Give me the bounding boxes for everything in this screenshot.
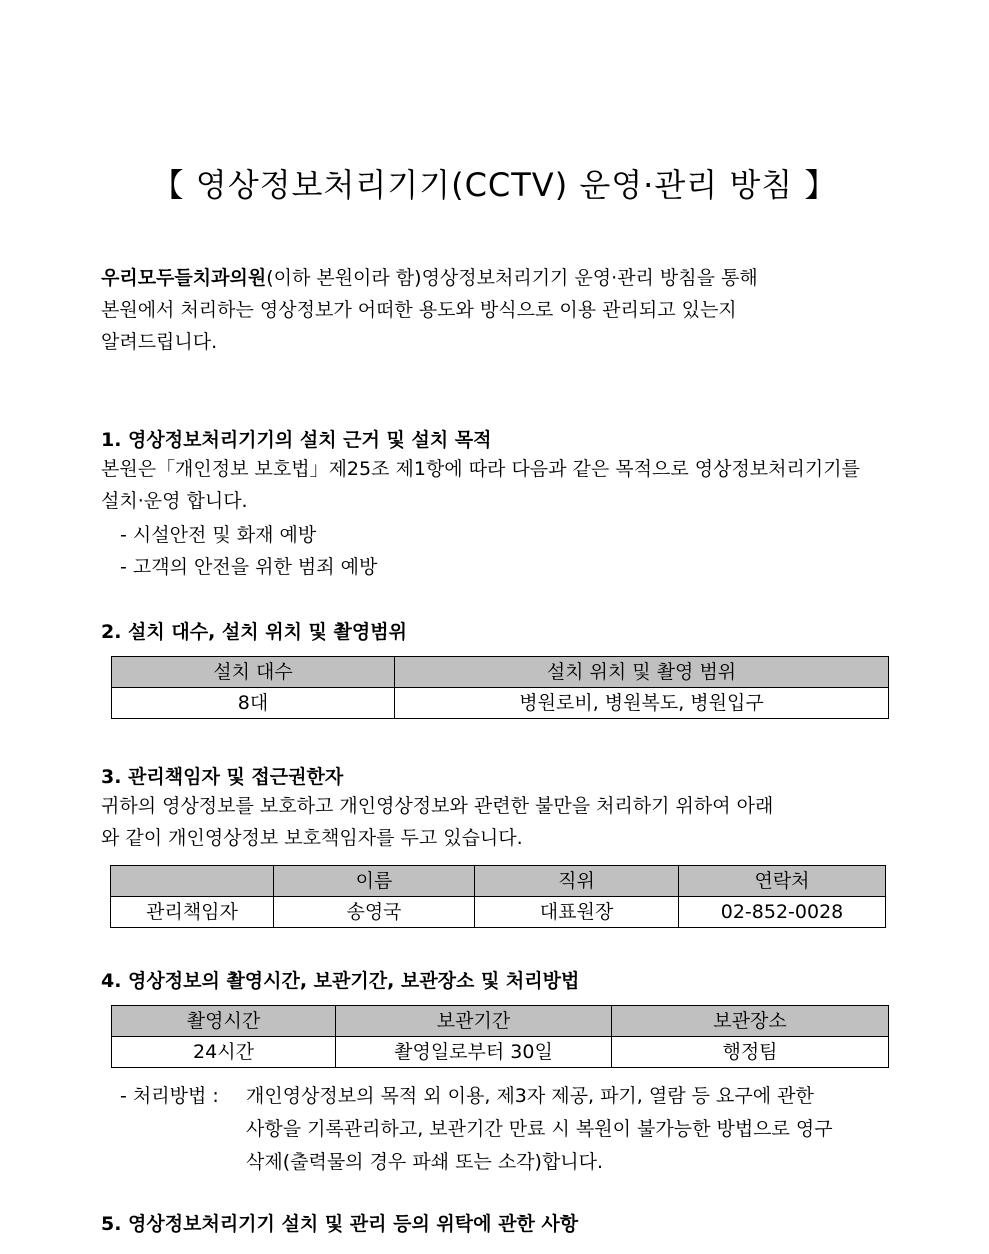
section-3-line-2: 와 같이 개인영상정보 보호책임자를 두고 있습니다. [101,827,523,849]
section-3-line-1: 귀하의 영상정보를 보호하고 개인영상정보와 관련한 불만을 처리하기 위하여 아래 [101,795,774,817]
clinic-name: 우리모두들치과의원 [101,267,267,289]
processing-method-line-1: 개인영상정보의 목적 외 이용, 제3자 제공, 파기, 열람 등 요구에 관한 [246,1085,814,1107]
table-row [112,688,889,719]
intro-line-1 [101,262,901,294]
section-5-heading: 5. 영상정보처리기기 설치 및 관리 등의 위탁에 관한 사항 [101,1213,579,1235]
table-header-cell: 보관장소 [612,1006,889,1037]
intro-line-1-rest: (이하 본원이라 함)영상정보처리기기 운영·관리 방침을 통해 [266,267,758,289]
section-4-heading: 4. 영상정보의 촬영시간, 보관기간, 보관장소 및 처리방법 [101,970,580,992]
table-header-row [112,1006,889,1037]
section-1-line-2: 설치·운영 합니다. [101,490,248,512]
installation-table [111,656,889,719]
section-3-paragraph [101,790,896,854]
table-header-cell: 보관기간 [336,1006,612,1037]
processing-method-label: - 처리방법 : [120,1085,219,1107]
intro-paragraph [101,262,901,358]
table-header-cell: 직위 [475,866,679,897]
table-cell: 행정팀 [612,1037,889,1068]
table-header-cell: 연락처 [679,866,886,897]
processing-method-line-3: 삭제(출력물의 경우 파쇄 또는 소각)합니다. [246,1151,604,1173]
manager-table [110,865,886,928]
table-header-cell: 설치 대수 [112,657,395,688]
table-cell: 대표원장 [475,897,679,928]
section-1-heading: 1. 영상정보처리기기의 설치 근거 및 설치 목적 [101,429,492,451]
table-cell: 병원로비, 병원복도, 병원입구 [395,688,889,719]
table-header-cell: 촬영시간 [112,1006,336,1037]
retention-table [111,1005,889,1068]
table-header-cell: 설치 위치 및 촬영 범위 [395,657,889,688]
intro-line-2: 본원에서 처리하는 영상정보가 어떠한 용도와 방식으로 이용 관리되고 있는지 [101,299,737,321]
table-cell: 8대 [112,688,395,719]
processing-method-text [246,1080,886,1179]
section-1-bullet-2: - 고객의 안전을 위한 범죄 예방 [120,556,378,578]
table-cell: 관리책임자 [111,897,274,928]
table-row [112,1037,889,1068]
table-cell: 송영국 [274,897,475,928]
table-header-cell: 이름 [274,866,475,897]
section-1-paragraph [101,453,896,517]
document-title: 【 영상정보처리기기(CCTV) 운영·관리 방침 】 [151,166,838,204]
table-cell: 02-852-0028 [679,897,886,928]
section-3-heading: 3. 관리책임자 및 접근권한자 [101,766,344,788]
table-row [111,897,886,928]
intro-line-3: 알려드립니다. [101,331,218,353]
section-2-heading: 2. 설치 대수, 설치 위치 및 촬영범위 [101,621,407,643]
table-header-row [111,866,886,897]
processing-method-line-2: 사항을 기록관리하고, 보관기간 만료 시 복원이 불가능한 방법으로 영구 [246,1118,833,1140]
table-cell: 24시간 [112,1037,336,1068]
section-1-line-1: 본원은「개인정보 보호법」제25조 제1항에 따라 다음과 같은 목적으로 영상정보처리기기를 [101,458,860,480]
table-cell: 촬영일로부터 30일 [336,1037,612,1068]
table-header-row [112,657,889,688]
table-header-cell [111,866,274,897]
section-1-bullet-1: - 시설안전 및 화재 예방 [120,524,317,546]
